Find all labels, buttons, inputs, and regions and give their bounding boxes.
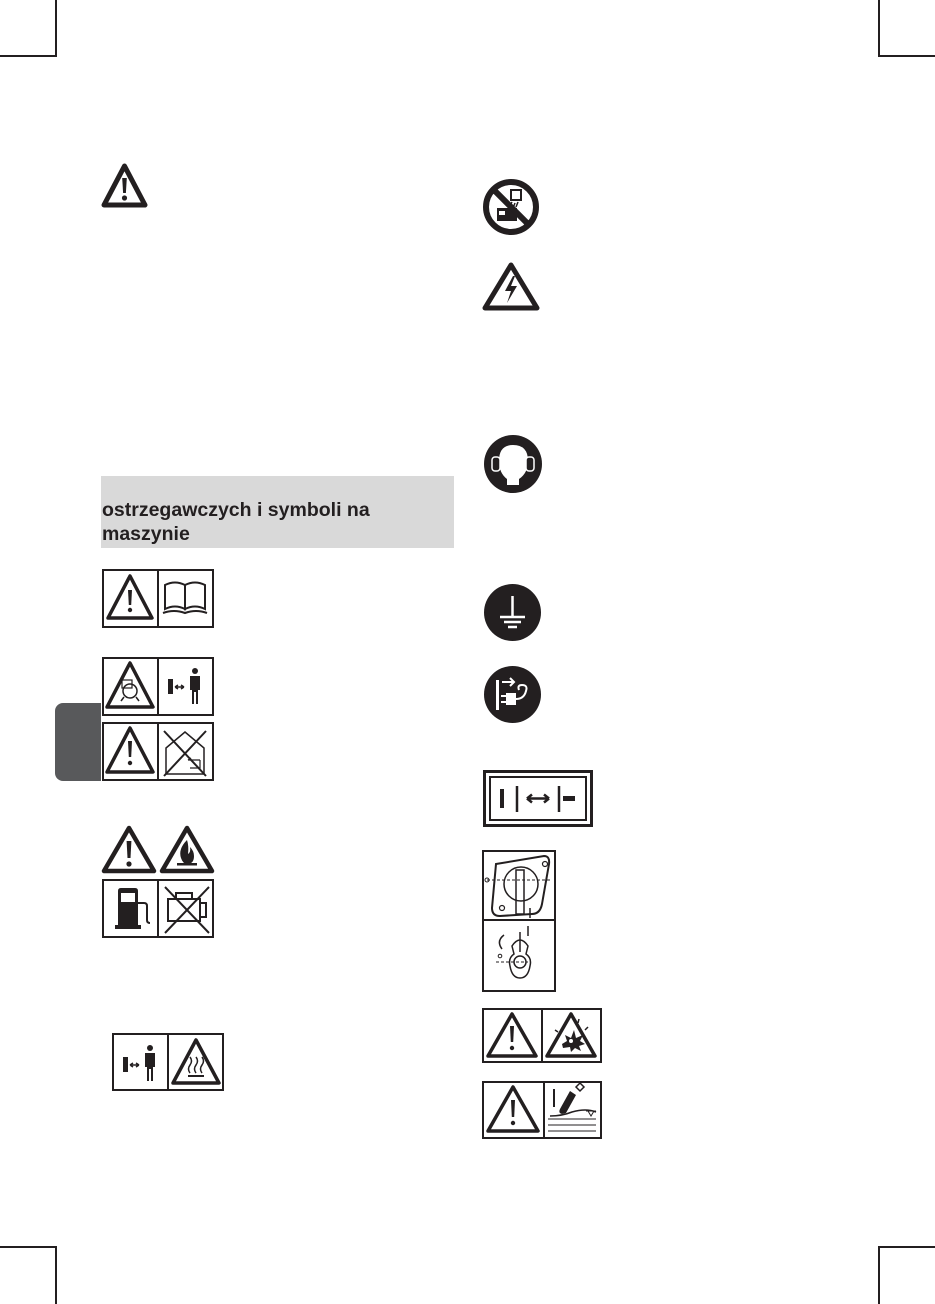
crop-mark [0, 55, 57, 57]
distance-panel-icon [483, 770, 593, 827]
explosion-hazard-icon [482, 1008, 602, 1063]
warning-triangle-icon [101, 163, 148, 209]
choke-lever-icon [482, 850, 556, 992]
oil-level-icon [482, 1081, 602, 1139]
disconnect-plug-icon [484, 666, 541, 723]
crop-mark [55, 0, 57, 57]
crop-mark [878, 0, 880, 57]
crop-mark [0, 1246, 57, 1248]
read-manual-icon [102, 569, 214, 628]
refuel-icon [102, 879, 214, 938]
crop-mark [878, 55, 935, 57]
crop-mark [878, 1246, 935, 1248]
flammable-icon [101, 825, 215, 874]
electric-shock-icon [482, 261, 540, 311]
no-indoor-use-icon [102, 722, 214, 781]
hot-surface-icon [112, 1033, 224, 1091]
hearing-protection-icon [484, 435, 542, 493]
chapter-tab [55, 703, 101, 781]
exhaust-gas-icon [102, 657, 214, 716]
crop-mark [55, 1246, 57, 1304]
ground-icon [484, 584, 541, 641]
section-heading: ostrzegawczych i symboli na maszynie [102, 499, 370, 545]
crop-mark [878, 1246, 880, 1304]
no-water-generator-icon [482, 178, 540, 236]
